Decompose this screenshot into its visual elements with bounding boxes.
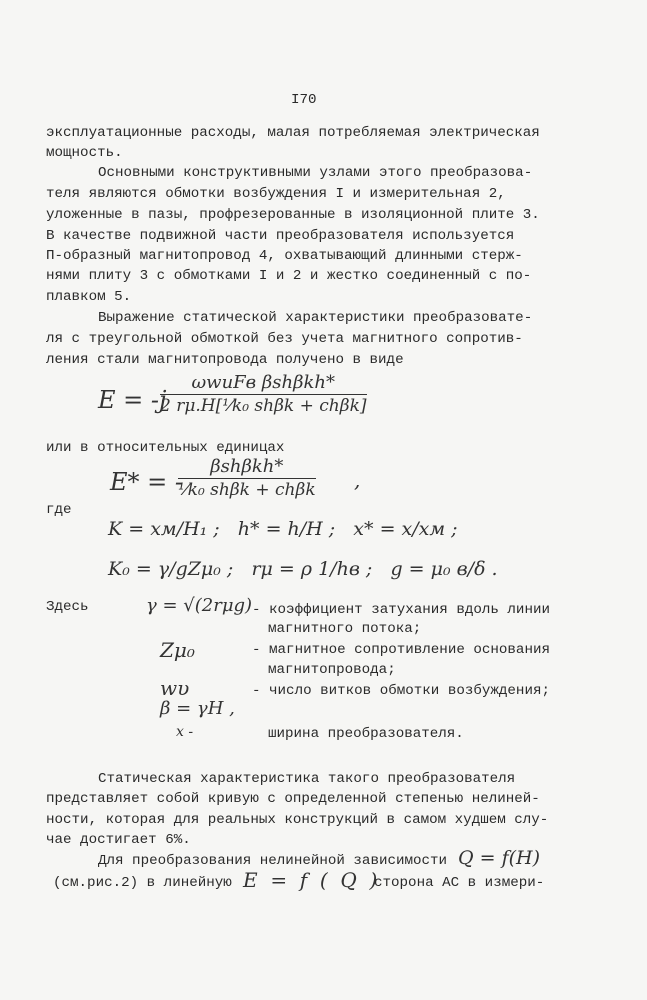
text-line: Для преобразования нелинейной зависимости xyxy=(98,853,448,869)
text-line: В качестве подвижной части преобразователя используется xyxy=(46,228,515,244)
formula-1-denominator: 2 rμ.H[¹⁄k₀ shβk + chβk] xyxy=(160,396,367,416)
text-line: или в относительных единицах xyxy=(46,440,285,456)
page-number: I70 xyxy=(291,92,317,108)
formula-2-numerator: βshβkh* xyxy=(178,456,316,479)
text-line: ления стали магнитопровода получено в виде xyxy=(46,352,404,368)
symbol-z-mu0: Zμ₀ xyxy=(160,638,195,662)
text-line: П-образный магнитопровод 4, охватывающий длинными стерж- xyxy=(46,248,523,264)
text-line: Выражение статической характеристики преобразовате- xyxy=(98,310,533,326)
definitions-line-1: K = xм/H₁ ; h* = h/H ; x* = x/xм ; xyxy=(108,518,458,540)
text-line: теля являются обмотки возбуждения I и измерительная 2, xyxy=(46,186,506,202)
formula-2-denominator: ¹⁄k₀ shβk + chβk xyxy=(178,480,316,500)
text-line: Статическая характеристика такого преобразователя xyxy=(98,771,516,787)
text-line: сторона АС в измери- xyxy=(374,875,545,891)
legend-text: магнитного потока; xyxy=(268,621,422,637)
formula-2-comma: , xyxy=(354,468,361,492)
text-line: нями плиту 3 с обмотками I и 2 и жестко соединенный с по- xyxy=(46,268,532,284)
legend-text: - коэффициент затухания вдоль линии xyxy=(252,602,550,618)
definitions-line-2: K₀ = γ/gZμ₀ ; rμ = ρ 1/hв ; g = μ₀ в/δ . xyxy=(108,558,498,580)
text-line: где xyxy=(46,502,72,518)
formula-1-numerator: ωwиFв βshβkh* xyxy=(160,372,367,395)
text-line: ности, которая для реальных конструкций в самом худшем слу- xyxy=(46,812,549,828)
symbol-beta: β = γH , xyxy=(160,698,235,719)
text-line: плавком 5. xyxy=(46,289,132,305)
text-line: мощность. xyxy=(46,145,123,161)
inline-formula-q-of-h: Q = f(H) xyxy=(458,847,541,869)
text-line: представляет собой кривую с определенной степенью нелиней- xyxy=(46,791,540,807)
symbol-x: x - xyxy=(176,724,194,740)
formula-1-lhs: E = -j xyxy=(98,386,167,414)
inline-formula-e-of-q: E = f ( Q ) xyxy=(243,868,378,892)
text-line: (см.рис.2) в линейную xyxy=(53,875,232,891)
formula-2-lhs: E* = - xyxy=(110,468,183,496)
symbol-w: wυ xyxy=(160,676,190,700)
text-line: Здесь xyxy=(46,599,89,615)
symbol-gamma: γ = √(2rμg) xyxy=(146,595,253,616)
legend-text: - магнитное сопротивление основания xyxy=(252,642,550,658)
text-line: ля с треугольной обмоткой без учета магнитного сопротив- xyxy=(46,331,523,347)
legend-text: - число витков обмотки возбуждения; xyxy=(252,683,550,699)
formula-2-fraction xyxy=(178,456,316,500)
legend-text: ширина преобразователя. xyxy=(268,726,464,742)
text-line: Основными конструктивными узлами этого преобразова- xyxy=(98,165,533,181)
text-line: уложенные в пазы, профрезерованные в изоляционной плите 3. xyxy=(46,207,540,223)
legend-text: магнитопровода; xyxy=(268,662,396,678)
formula-1-fraction xyxy=(160,372,367,416)
text-line: чае достигает 6%. xyxy=(46,832,191,848)
text-line: эксплуатационные расходы, малая потребляемая электрическая xyxy=(46,125,540,141)
